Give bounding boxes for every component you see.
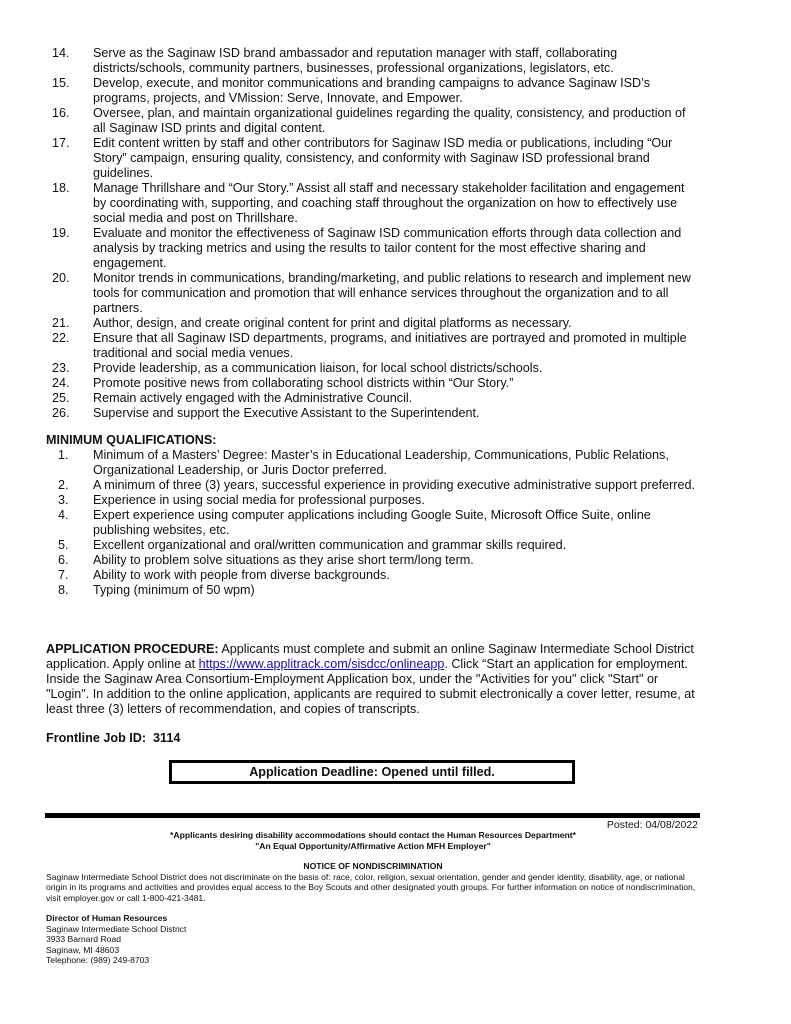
item-text: Evaluate and monitor the effectiveness of Saginaw ISD communication efforts through data collection and analysis by tracking metrics and using the results to tailor content for the most effective sharing and engagement.: [93, 226, 682, 270]
nondiscrimination-notice: [46, 861, 700, 903]
list-item: [46, 493, 700, 508]
item-text: A minimum of three (3) years, successful experience in providing executive administrative support preferred.: [93, 478, 695, 492]
job-id-value: 3114: [153, 731, 181, 745]
item-number: 7.: [58, 568, 69, 582]
item-text: Ensure that all Saginaw ISD departments, programs, and initiatives are portrayed and promoted in multiple traditional and social media venues.: [93, 331, 687, 360]
application-link[interactable]: https://www.applitrack.com/sisdcc/onlineapp: [198, 657, 445, 671]
item-number: 23.: [52, 361, 70, 375]
job-id-label: Frontline Job ID:: [46, 731, 147, 745]
item-text: Promote positive news from collaborating school districts within “Our Story.”: [93, 376, 514, 390]
item-number: 26.: [52, 406, 70, 420]
list-item: [46, 271, 700, 316]
list-item: [46, 391, 700, 406]
item-number: 19.: [52, 226, 70, 240]
disability-notice: [46, 830, 700, 851]
item-text: Serve as the Saginaw ISD brand ambassador and reputation manager with staff, collaborating districts/schools, community partners, businesses, professional organizations, legislators, etc.: [93, 46, 618, 75]
notice-heading: NOTICE OF NONDISCRIMINATION: [303, 861, 443, 871]
posted-date: Posted: 04/08/2022: [606, 819, 698, 831]
item-number: 4.: [58, 508, 69, 522]
item-number: 17.: [52, 136, 70, 150]
qualifications-section: [46, 433, 700, 598]
list-item: [46, 478, 700, 493]
item-text: Ability to work with people from diverse backgrounds.: [93, 568, 390, 582]
item-text: Ability to problem solve situations as they arise short term/long term.: [93, 553, 474, 567]
list-item: [46, 448, 700, 478]
contact-title: Director of Human Resources: [46, 913, 168, 923]
list-item: [46, 226, 700, 271]
item-text: Remain actively engaged with the Administrative Council.: [93, 391, 413, 405]
list-item: [46, 361, 700, 376]
divider: [45, 813, 700, 818]
contact-phone: Telephone: (989) 249-8703: [46, 955, 150, 965]
list-item: [46, 181, 700, 226]
disability-text: *Applicants desiring disability accommodations should contact the Human Resources Department*: [170, 830, 576, 840]
item-text: Typing (minimum of 50 wpm): [93, 583, 255, 597]
item-text: Supervise and support the Executive Assistant to the Superintendent.: [93, 406, 480, 420]
item-number: 20.: [52, 271, 70, 285]
eoe-text: "An Equal Opportunity/Affirmative Action MFH Employer": [255, 840, 491, 851]
job-id: [46, 731, 700, 746]
item-text: Manage Thrillshare and “Our Story.” Assist all staff and necessary stakeholder facilitation and engagement by coordinating with, supporting, and coaching staff throughout the organization on how to effectively use social media and post on Thrillshare.: [93, 181, 685, 225]
qualifications-list: [46, 448, 700, 598]
item-number: 22.: [52, 331, 70, 345]
item-text: Provide leadership, as a communication liaison, for local school districts/schools.: [93, 361, 543, 375]
application-procedure: [46, 642, 700, 717]
item-text: Experience in using social media for professional purposes.: [93, 493, 425, 507]
list-item: [46, 568, 700, 583]
list-item: [46, 46, 700, 76]
item-number: 5.: [58, 538, 69, 552]
item-text: Excellent organizational and oral/written communication and grammar skills required.: [93, 538, 567, 552]
list-item: [46, 76, 700, 106]
item-number: 16.: [52, 106, 70, 120]
list-item: [46, 316, 700, 331]
item-number: 3.: [58, 493, 69, 507]
list-item: [46, 106, 700, 136]
item-number: 8.: [58, 583, 69, 597]
list-item: [46, 553, 700, 568]
item-text: Expert experience using computer applications including Google Suite, Microsoft Office Suite, online publishing websites, etc.: [93, 508, 651, 537]
list-item: [46, 376, 700, 391]
list-item: [46, 136, 700, 181]
item-number: 14.: [52, 46, 70, 60]
item-number: 25.: [52, 391, 70, 405]
item-text: Monitor trends in communications, branding/marketing, and public relations to research and implement new tools for communication and promotion that will enhance services throughout the organization and to all partners.: [93, 271, 691, 315]
item-number: 21.: [52, 316, 70, 330]
item-text: Develop, execute, and monitor communications and branding campaigns to advance Saginaw ISD’s programs, projects, and VMission: Serve, Innovate, and Empower.: [93, 76, 651, 105]
item-number: 24.: [52, 376, 70, 390]
item-number: 1.: [58, 448, 69, 462]
list-item: [46, 331, 700, 361]
qualifications-heading: MINIMUM QUALIFICATIONS:: [46, 433, 217, 447]
application-heading: APPLICATION PROCEDURE:: [46, 642, 219, 656]
duties-section: [46, 46, 700, 421]
contact-org: Saginaw Intermediate School District: [46, 923, 187, 934]
contact-block: [46, 913, 700, 966]
list-item: [46, 406, 700, 421]
item-text: Author, design, and create original content for print and digital platforms as necessary.: [93, 316, 572, 330]
item-number: 6.: [58, 553, 69, 567]
item-number: 18.: [52, 181, 70, 195]
item-text: Oversee, plan, and maintain organizational guidelines regarding the quality, consistency, and production of all Saginaw ISD prints and digital content.: [93, 106, 686, 135]
item-number: 2.: [58, 478, 69, 492]
item-number: 15.: [52, 76, 70, 90]
list-item: [46, 583, 700, 598]
application-text-2: . Click “Start an application for employment. Inside the Saginaw Area Consortium-Employment Application box, under the "Activities for you" click "Start" or "Login". In addition to the online application, applicants are required to submit electronically a cover letter, resume, at least three (3) letters of recommendation, and copies of transcripts.: [46, 657, 695, 716]
list-item: [46, 538, 700, 553]
list-item: [46, 508, 700, 538]
contact-city: Saginaw, MI 48603: [46, 944, 120, 955]
deadline-box: Application Deadline: Opened until filled.: [169, 760, 575, 784]
application-text-1: Applicants must complete and submit an online Saginaw Intermediate School District application. Apply online at: [46, 642, 694, 671]
duties-list: [46, 46, 700, 421]
notice-text: Saginaw Intermediate School District does not discriminate on the basis of: race, color, religion, sexual orientation, gender and gender identity, disability, age, or national origin in its programs and activities and provides equal access to the Boy Scouts and other designated youth groups. For further information on notice of nondiscrimination, visit employer.gov or call 1-800-421-3481.: [46, 871, 696, 903]
contact-address: 3933 Barnard Road: [46, 934, 122, 944]
item-text: Minimum of a Masters’ Degree: Master’s in Educational Leadership, Communications, Public Relations, Organizational Leadership, or Juris Doctor preferred.: [93, 448, 669, 477]
item-text: Edit content written by staff and other contributors for Saginaw ISD media or publications, including “Our Story” campaign, ensuring quality, consistency, and conformity with Saginaw ISD professional brand guidelines.: [93, 136, 673, 180]
